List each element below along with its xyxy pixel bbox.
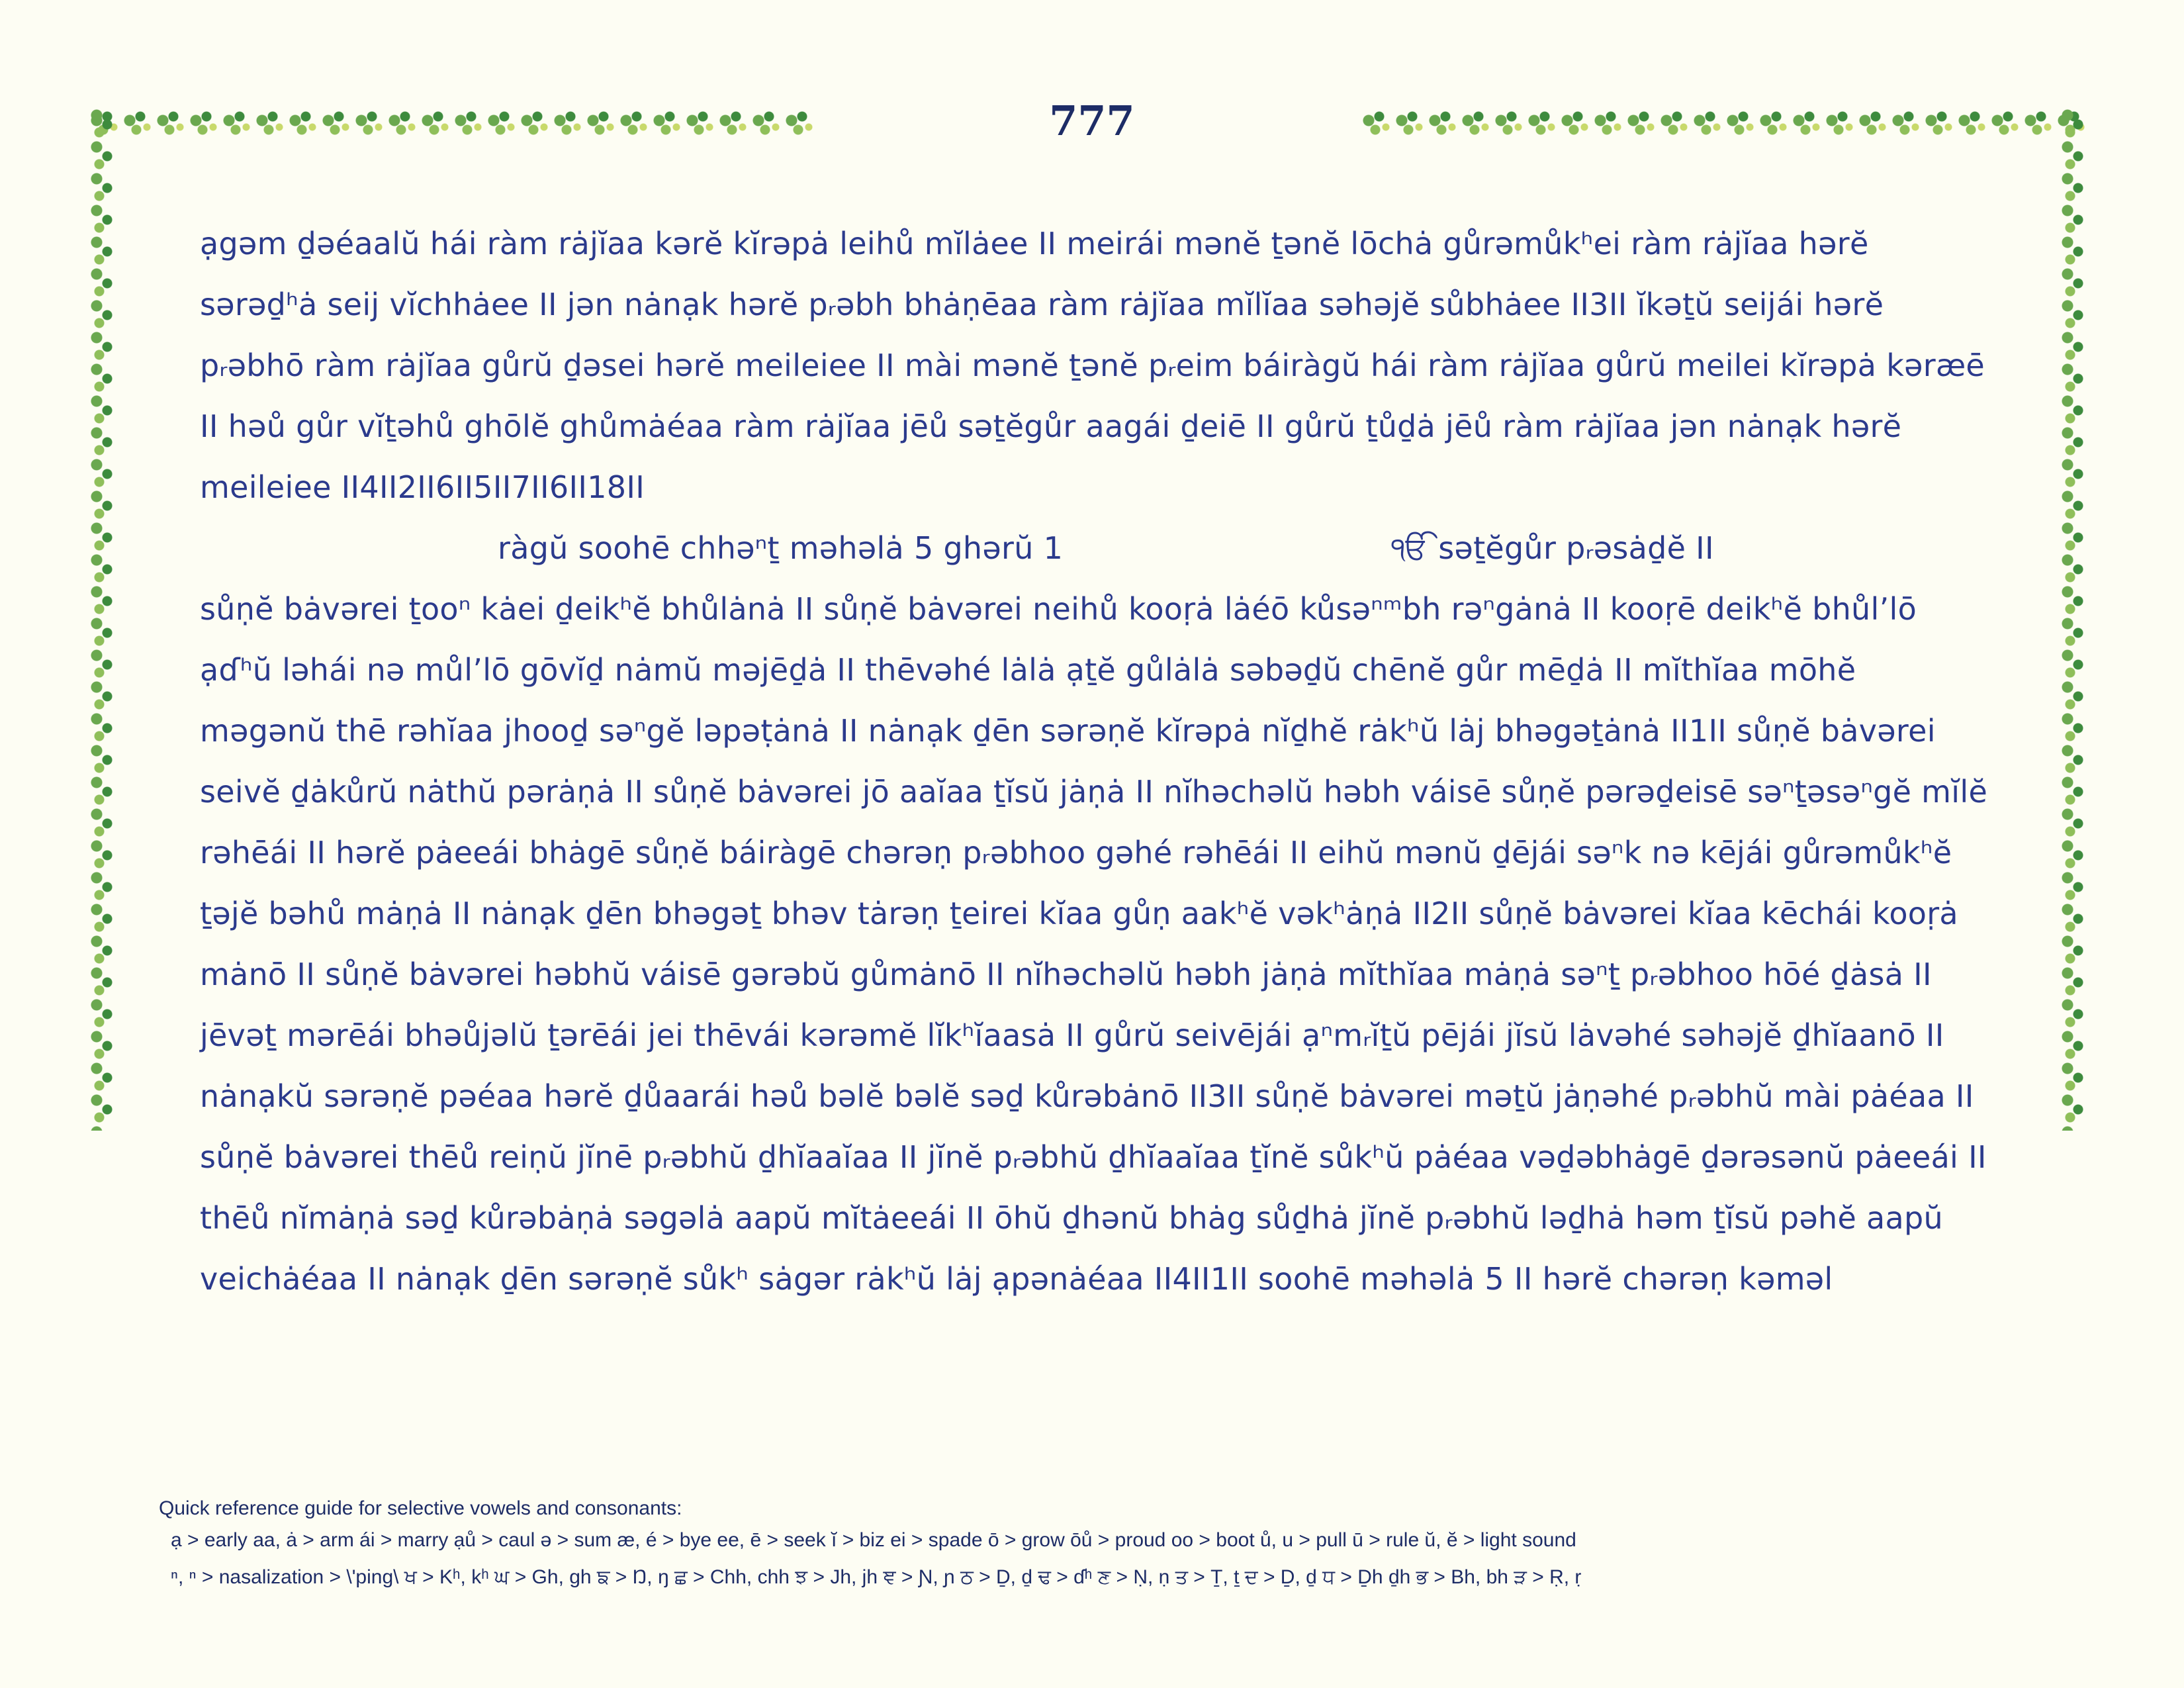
transliteration-text [200, 213, 1987, 1309]
guide-vowels-row: ạ > early aa, ȧ > arm ái > marry ạů > caul ə > sum æ, é > bye ee, ē > seek ĭ > biz ei > spade ō > grow ōů > proud oo > boot ů, u > pull ū > rule ŭ, ĕ > light sound [171, 1529, 1576, 1551]
page-number: 777 [1049, 97, 1135, 145]
text-line: II həů gůr vĭṯəhů ghōlĕ ghůmȧéaa ràm rȧjĭaa jēů səṯĕgůr aagái ḏeiē II gůrŭ ṯůḏȧ jēů ràm rȧjĭaa jən nȧnạk hərĕ [200, 408, 1902, 444]
text-line: sůṇĕ bȧvərei ṯooⁿ kȧei ḏeikʰĕ bhůlȧnȧ II sůṇĕ bȧvərei neihů kooṛȧ lȧéō kůsəⁿᵐbh rəⁿgȧnȧ II kooṛē deikʰĕ bhůl’lō [200, 591, 1917, 627]
floral-border-left [89, 107, 116, 1131]
text-line: ạgəm ḏəéaalŭ hái ràm rȧjĭaa kərĕ kĭrəpȧ leihů mĭlȧee II meirái mənĕ ṯənĕ lōchȧ gůrəmůkʰei ràm rȧjĭaa hərĕ [200, 226, 1869, 261]
text-line: veichȧéaa II nȧnạk ḏēn sərəṇĕ sůkʰ sȧgər rȧkʰŭ lȧj ạpənȧéaa II4II1II soohē məhəlȧ 5 II hərĕ chərəṇ kəməl [200, 1261, 1833, 1297]
text-line: meileiee II4II2II6II5II7II6II18II [200, 469, 645, 505]
text-line: sərəḏʰȧ seij vĭchhȧee II jən nȧnạk hərĕ pᵣəbh bhȧṇēaa ràm rȧjĭaa mĭlĭaa səhəjĕ sůbhȧee II3II ĭkəṯŭ seijái hərĕ [200, 287, 1884, 322]
text-line: pᵣəbhō ràm rȧjĭaa gůrŭ ḏəsei hərĕ meileiee II mài mənĕ ṯənĕ pᵣeim báiràgŭ hái ràm rȧjĭaa gůrŭ meilei kĭrəpȧ kəræē [200, 348, 1985, 383]
invocation: ੴ səṯĕgůr pᵣəsȧḏĕ II [1391, 530, 1714, 566]
text-line: rəhēái II hərĕ pȧeeái bhȧgē sůṇĕ báiràgē chərəṇ pᵣəbhoo gəhé rəhēái II eihŭ mənŭ ḏējái səⁿk nə kējái gůrəmůkʰĕ [200, 835, 1952, 870]
floral-border-top-left [89, 107, 815, 142]
section-heading [200, 518, 1987, 579]
text-line: ṯəjĕ bəhů mȧṇȧ II nȧnạk ḏēn bhəgəṯ bhəv tȧrəṇ ṯeirei kĭaa gůṇ aakʰĕ vəkʰȧṇȧ II2II sůṇĕ bȧvərei kĭaa kēchái kooṛȧ [200, 896, 1958, 931]
guide-consonants-row: ⁿ, ⁿ > nasalization > \'ping\ ਖ > Kʰ, kʰ ਘ > Gh, gh ਙ > Ŋ, ŋ ਛ > Chh, chh ਝ > Jh, jh ਞ > Ɲ, ɲ ਠ > Ḏ, ḏ ਢ > ɗʰ ਣ > Ṇ, ṇ ਤ > Ṯ, ṯ ਦ > Ḏ, ḏ ਧ > Ḏh ḏh ਭ > Bh, bh ੜ > Ṛ, ṛ [171, 1566, 1582, 1588]
floral-border-top-right [1361, 107, 2087, 142]
text-line: nȧnạkŭ sərəṇĕ pəéaa hərĕ ḏůaarái həů bəlĕ bəlĕ səḏ kůrəbȧnō II3II sůṇĕ bȧvərei məṯŭ jȧṇəhé pᵣəbhŭ mài pȧéaa II [200, 1078, 1974, 1114]
text-line: thēů nĭmȧṇȧ səḏ kůrəbȧṇȧ səgəlȧ aapŭ mĭtȧeeái II ōhŭ ḏhənŭ bhȧg sůḏhȧ jĭnĕ pᵣəbhŭ ləḏhȧ həm ṯĭsŭ pəhĕ aapŭ [200, 1200, 1943, 1236]
pronunciation-guide [159, 1497, 2078, 1603]
text-line: sůṇĕ bȧvərei thēů reiṇŭ jĭnē pᵣəbhŭ ḏhĭaaĭaa II jĭnĕ pᵣəbhŭ ḏhĭaaĭaa ṯĭnĕ sůkʰŭ pȧéaa vəḏəbhȧgē ḏərəsənŭ pȧeeái II [200, 1139, 1987, 1175]
text-line: mȧnō II sůṇĕ bȧvərei həbhŭ váisē gərəbŭ gůmȧnō II nĭhəchəlŭ həbh jȧṇȧ mĭthĭaa mȧṇȧ səⁿṯ pᵣəbhoo hōé ḏȧsȧ II [200, 957, 1932, 992]
floral-border-right [2060, 107, 2087, 1131]
text-line: ạɗʰŭ ləhái nə můl’lō gōvĭḏ nȧmŭ məjēḏȧ II thēvəhé lȧlȧ ạṯĕ gůlȧlȧ səbəḏŭ chēnĕ gůr mēḏȧ II mĭthĭaa mōhĕ [200, 652, 1856, 688]
raag-title: ràgŭ soohē chhəⁿṯ məhəlȧ 5 ghərŭ 1 [498, 530, 1064, 566]
guide-title: Quick reference guide for selective vowels and consonants: [159, 1497, 682, 1519]
text-line: seivĕ ḏȧkůrŭ nȧthŭ pərȧṇȧ II sůṇĕ bȧvərei jō aaĭaa ṯĭsŭ jȧṇȧ II nĭhəchəlŭ həbh váisē sůṇĕ pərəḏeisē səⁿṯəsəⁿgĕ mĭlĕ [200, 774, 1988, 810]
text-line: jēvəṯ mərēái bhəůjəlŭ ṯərēái jei thēvái kərəmĕ lĭkʰĭaasȧ II gůrŭ seivējái ạⁿmᵣĭṯŭ pējái jĭsŭ lȧvəhé səhəjĕ ḏhĭaanō II [200, 1017, 1944, 1053]
text-line: məgənŭ thē rəhĭaa jhooḏ səⁿgĕ ləpəṭȧnȧ II nȧnạk ḏēn sərəṇĕ kĭrəpȧ nĭḏhĕ rȧkʰŭ lȧj bhəgəṯȧnȧ II1II sůṇĕ bȧvərei [200, 713, 1936, 749]
